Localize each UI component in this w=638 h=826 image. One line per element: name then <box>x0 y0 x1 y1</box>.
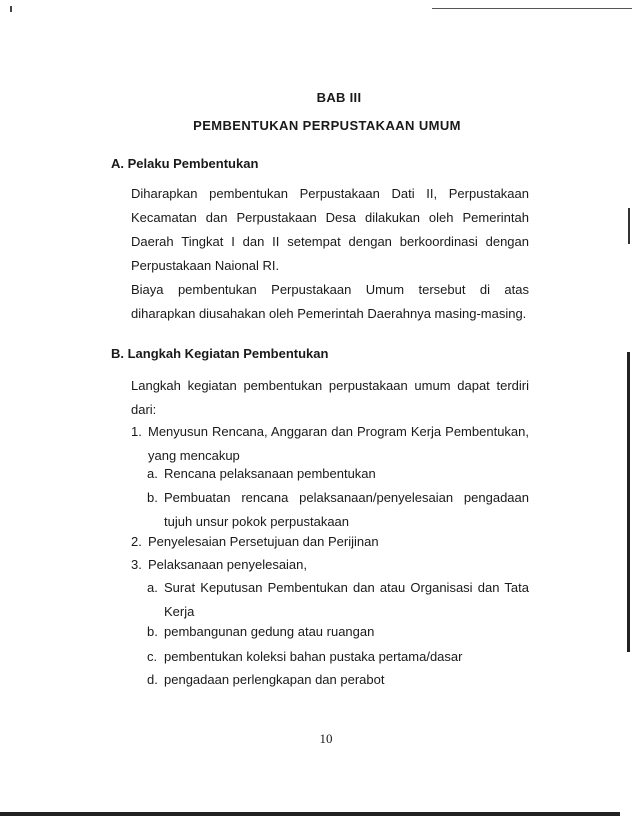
sub-list-text: pembentukan koleksi bahan pustaka pertama/dasar <box>164 649 463 664</box>
section-a-heading: A. Pelaku Pembentukan <box>111 156 259 171</box>
chapter-title: PEMBENTUKAN PERPUSTAKAAN UMUM <box>193 118 461 133</box>
chapter-label: BAB III <box>316 90 362 105</box>
list-text: Pelaksanaan penyelesaian, <box>148 557 308 572</box>
page-number: 10 <box>319 731 333 746</box>
sub-list-letter: d. <box>147 672 158 687</box>
sub-list-text: Pembuatan rencana pelaksanaan/penyelesaian pengadaan tujuh unsur pokok perpustakaan <box>164 490 529 529</box>
section-b-intro: Langkah kegiatan pembentukan perpustakaan umum dapat terdiri dari: <box>131 378 529 417</box>
sub-list-text: Surat Keputusan Pembentukan dan atau Organisasi dan Tata Kerja <box>164 580 529 619</box>
sub-list-text: pengadaan perlengkapan dan perabot <box>164 672 385 687</box>
scan-artifact <box>628 208 630 244</box>
section-a-paragraph-2: Biaya pembentukan Perpustakaan Umum tersebut di atas diharapkan diusahakan oleh Pemerintah Daerahnya masing-masing. <box>131 282 529 321</box>
scan-artifact <box>432 8 632 9</box>
sub-list-letter: c. <box>147 649 158 664</box>
sub-list-letter: b. <box>147 624 158 639</box>
sub-list-text: Rencana pelaksanaan pembentukan <box>164 466 376 481</box>
sub-list-letter: b. <box>147 490 158 505</box>
scan-artifact <box>10 6 12 12</box>
sub-list-letter: a. <box>147 580 158 595</box>
list-number: 1. <box>131 424 142 439</box>
list-number: 2. <box>131 534 142 549</box>
list-text: Menyusun Rencana, Anggaran dan Program Kerja Pembentukan, yang mencakup <box>148 424 529 463</box>
scan-artifact <box>627 352 630 652</box>
section-a-paragraph-1: Diharapkan pembentukan Perpustakaan Dati II, Perpustakaan Kecamatan dan Perpustakaan Desa dilakukan oleh Pemerintah Daerah Tingkat I dan II setempat dengan berkoordinasi dengan Perpustakaan Naional RI. <box>131 186 529 273</box>
sub-list-letter: a. <box>147 466 158 481</box>
scan-artifact <box>0 812 620 816</box>
sub-list-text: pembangunan gedung atau ruangan <box>164 624 375 639</box>
section-b-heading: B. Langkah Kegiatan Pembentukan <box>111 346 329 361</box>
list-text: Penyelesaian Persetujuan dan Perijinan <box>148 534 379 549</box>
list-number: 3. <box>131 557 142 572</box>
